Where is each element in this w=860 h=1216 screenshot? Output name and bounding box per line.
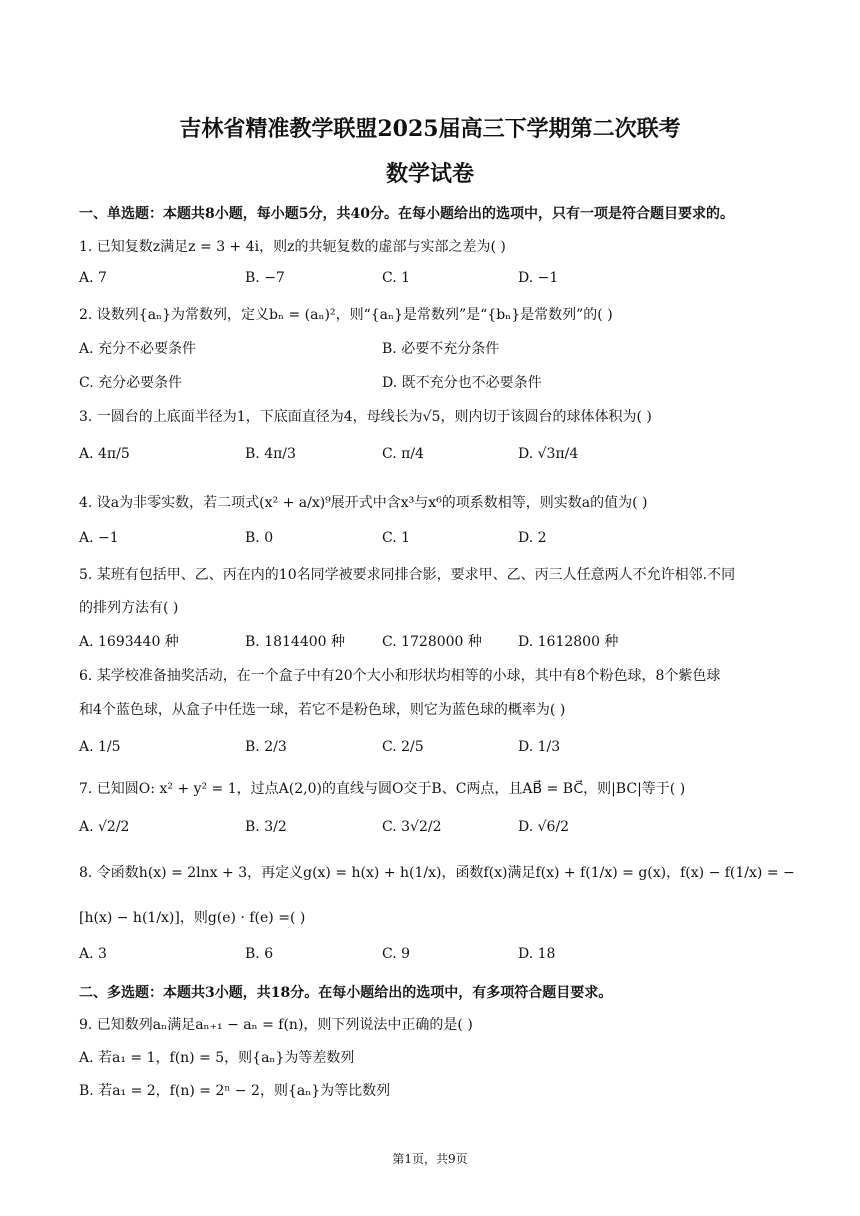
question-2-option-b: B. 必要不充分条件 [382, 341, 500, 357]
question-3-stem: 3. 一圆台的上底面半径为1，下底面直径为4，母线长为√5，则内切于该圆台的球体体积为( ) [79, 409, 652, 425]
question-5-option-b: B. 1814400 种 [245, 634, 345, 650]
question-6-option-a: A. 1/5 [79, 739, 121, 755]
question-4-stem: 4. 设a为非零实数，若二项式(x² + a/x)⁹展开式中含x³与x⁶的项系数相等，则实数a的值为( ) [79, 495, 648, 511]
question-6-stem-line-2: 和4个蓝色球，从盒子中任选一球，若它不是粉色球，则它为蓝色球的概率为( ) [79, 702, 566, 718]
question-3-option-b: B. 4π/3 [245, 446, 296, 462]
question-2-option-c: C. 充分必要条件 [79, 375, 183, 391]
question-1-stem: 1. 已知复数z满足z = 3 + 4i，则z的共轭复数的虚部与实部之差为( ) [79, 239, 506, 255]
question-6-option-c: C. 2/5 [382, 739, 424, 755]
question-1-option-a: A. 7 [79, 270, 107, 286]
question-2-option-a: A. 充分不必要条件 [79, 341, 197, 357]
page-subtitle: 数学试卷 [385, 161, 474, 187]
question-6-option-b: B. 2/3 [245, 739, 287, 755]
question-3-option-c: C. π/4 [382, 446, 424, 462]
question-9-stem: 9. 已知数列aₙ满足aₙ₊₁ − aₙ = f(n)，则下列说法中正确的是( ) [79, 1017, 473, 1033]
question-4-option-b: B. 0 [245, 530, 274, 546]
question-5-option-c: C. 1728000 种 [382, 634, 482, 650]
question-8-option-c: C. 9 [382, 946, 411, 962]
question-1-option-c: C. 1 [382, 270, 411, 286]
question-4-option-c: C. 1 [382, 530, 411, 546]
question-3-option-d: D. √3π/4 [518, 446, 579, 462]
question-8-option-d: D. 18 [518, 946, 556, 962]
question-5-stem-line-2: 的排列方法有( ) [79, 600, 179, 616]
question-1-option-b: B. −7 [245, 270, 285, 286]
question-8-option-a: A. 3 [79, 946, 107, 962]
question-2-option-d: D. 既不充分也不必要条件 [382, 375, 542, 391]
question-7-option-d: D. √6/2 [518, 819, 570, 835]
section-2-heading: 二、多选题：本题共3小题，共18分。在每小题给出的选项中，有多项符合题目要求。 [79, 985, 613, 1001]
question-6-option-d: D. 1/3 [518, 739, 561, 755]
section-1-heading: 一、单选题：本题共8小题，每小题5分，共40分。在每小题给出的选项中，只有一项是符合题目要求的。 [79, 206, 734, 222]
question-7-option-a: A. √2/2 [79, 819, 130, 835]
question-1-option-d: D. −1 [518, 270, 559, 286]
question-4-option-a: A. −1 [79, 530, 119, 546]
question-8-stem-line-1: 8. 令函数h(x) = 2lnx + 3，再定义g(x) = h(x) + h(1/x)，函数f(x)满足f(x) + f(1/x) = g(x)，f(x) − f(1/x) = − [79, 865, 795, 881]
question-5-option-a: A. 1693440 种 [79, 634, 179, 650]
question-8-option-b: B. 6 [245, 946, 274, 962]
question-5-option-d: D. 1612800 种 [518, 634, 619, 650]
page-title: 吉林省精准教学联盟2025届高三下学期第二次联考 [179, 116, 681, 142]
question-6-stem-line-1: 6. 某学校准备抽奖活动，在一个盒子中有20个大小和形状均相等的小球，其中有8个粉色球，8个紫色球 [79, 668, 721, 684]
question-5-stem-line-1: 5. 某班有包括甲、乙、丙在内的10名同学被要求同排合影，要求甲、乙、丙三人任意两人不允许相邻.不同 [79, 567, 736, 583]
question-7-option-b: B. 3/2 [245, 819, 287, 835]
question-8-stem-line-2: [h(x) − h(1/x)]，则g(e) · f(e) =( ) [79, 910, 306, 926]
page-footer: 第1页，共9页 [392, 1152, 468, 1166]
question-7-stem: 7. 已知圆O: x² + y² = 1，过点A(2,0)的直线与圆O交于B、C两点，且AB⃗ = BC⃗，则|BC|等于( ) [79, 781, 686, 797]
question-9-option-a: A. 若a₁ = 1，f(n) = 5，则{aₙ}为等差数列 [79, 1050, 355, 1066]
question-7-option-c: C. 3√2/2 [382, 819, 442, 835]
question-9-option-b: B. 若a₁ = 2，f(n) = 2ⁿ − 2，则{aₙ}为等比数列 [79, 1083, 391, 1099]
question-2-stem: 2. 设数列{aₙ}为常数列，定义bₙ = (aₙ)²，则“{aₙ}是常数列”是“{bₙ}是常数列”的( ) [79, 307, 613, 323]
question-4-option-d: D. 2 [518, 530, 547, 546]
question-3-option-a: A. 4π/5 [79, 446, 130, 462]
